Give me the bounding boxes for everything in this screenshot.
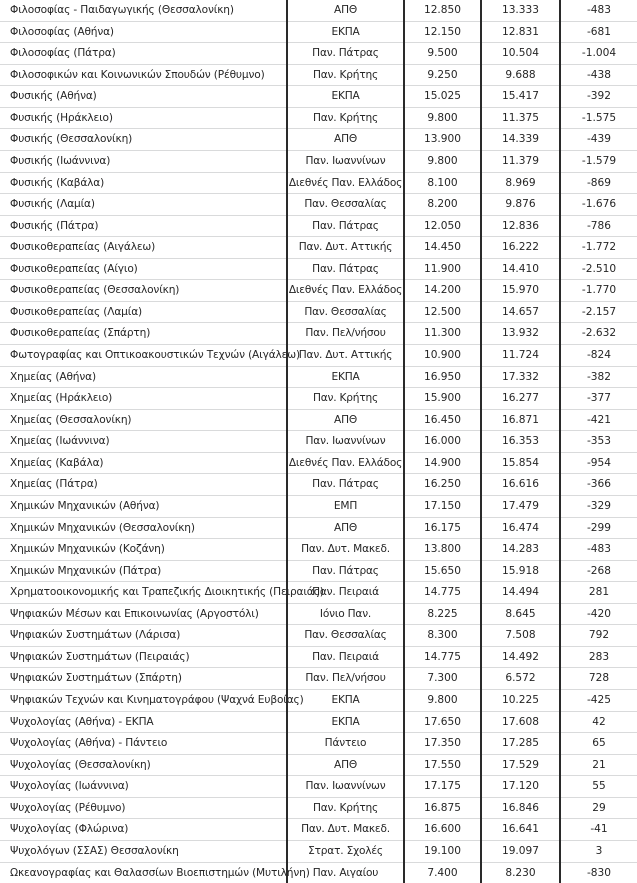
table-row — [0, 452, 637, 474]
difference-cell: -41 — [560, 819, 637, 841]
table-row — [0, 64, 637, 86]
department-cell: Φυσικής (Θεσσαλονίκη) — [0, 129, 287, 151]
department-cell: Φυσικοθεραπείας (Λαμία) — [0, 301, 287, 323]
prev-score-cell: 6.572 — [481, 668, 560, 690]
difference-cell: -869 — [560, 172, 637, 194]
prev-score-cell: 10.225 — [481, 690, 560, 712]
institution-cell: ΕΚΠΑ — [287, 21, 404, 43]
table-row — [0, 388, 637, 410]
table-row — [0, 862, 637, 883]
prev-score-cell: 13.932 — [481, 323, 560, 345]
prev-score-cell: 17.608 — [481, 711, 560, 733]
prev-score-cell: 10.504 — [481, 43, 560, 65]
difference-cell: -483 — [560, 0, 637, 21]
prev-score-cell: 16.277 — [481, 388, 560, 410]
prev-score-cell: 15.970 — [481, 280, 560, 302]
institution-cell: ΑΠΘ — [287, 0, 404, 21]
table-row — [0, 668, 637, 690]
difference-cell: 728 — [560, 668, 637, 690]
department-cell: Ψηφιακών Μέσων και Επικοινωνίας (Αργοστόλι) — [0, 603, 287, 625]
institution-cell: Παν. Δυτ. Αττικής — [287, 345, 404, 367]
base-score-cell: 11.900 — [404, 258, 481, 280]
institution-cell: Παν. Θεσσαλίας — [287, 301, 404, 323]
base-score-cell: 12.500 — [404, 301, 481, 323]
department-cell: Ψυχολογίας (Ιωάννινα) — [0, 776, 287, 798]
difference-cell: -2.510 — [560, 258, 637, 280]
difference-cell: -483 — [560, 539, 637, 561]
base-score-cell: 17.550 — [404, 754, 481, 776]
department-cell: Ψυχολογίας (Ρέθυμνο) — [0, 797, 287, 819]
institution-cell: Στρατ. Σχολές — [287, 840, 404, 862]
base-score-cell: 16.175 — [404, 517, 481, 539]
table-row — [0, 495, 637, 517]
institution-cell: ΕΚΠΑ — [287, 366, 404, 388]
department-cell: Χημείας (Αθήνα) — [0, 366, 287, 388]
table-row — [0, 129, 637, 151]
prev-score-cell: 8.230 — [481, 862, 560, 883]
institution-cell: Διεθνές Παν. Ελλάδος — [287, 172, 404, 194]
difference-cell: -353 — [560, 431, 637, 453]
prev-score-cell: 15.918 — [481, 560, 560, 582]
department-cell: Φυσικής (Ηράκλειο) — [0, 107, 287, 129]
table-row — [0, 409, 637, 431]
institution-cell: Παν. Δυτ. Μακεδ. — [287, 819, 404, 841]
difference-cell: -438 — [560, 64, 637, 86]
institution-cell: ΑΠΘ — [287, 129, 404, 151]
base-score-cell: 16.875 — [404, 797, 481, 819]
table-row — [0, 258, 637, 280]
prev-score-cell: 16.871 — [481, 409, 560, 431]
base-score-cell: 10.900 — [404, 345, 481, 367]
difference-cell: -2.632 — [560, 323, 637, 345]
table-row — [0, 582, 637, 604]
table-row — [0, 797, 637, 819]
difference-cell: 283 — [560, 646, 637, 668]
institution-cell: ΕΚΠΑ — [287, 86, 404, 108]
institution-cell: Παν. Πελ/νήσου — [287, 323, 404, 345]
prev-score-cell: 14.492 — [481, 646, 560, 668]
prev-score-cell: 16.846 — [481, 797, 560, 819]
department-cell: Φωτογραφίας και Οπτικοακουστικών Τεχνών (Αιγάλεω) — [0, 345, 287, 367]
difference-cell: -1.770 — [560, 280, 637, 302]
institution-cell: Παν. Πάτρας — [287, 43, 404, 65]
prev-score-cell: 11.379 — [481, 150, 560, 172]
institution-cell: Παν. Πάτρας — [287, 474, 404, 496]
prev-score-cell: 13.333 — [481, 0, 560, 21]
difference-cell: -377 — [560, 388, 637, 410]
department-cell: Ψυχολογίας (Θεσσαλονίκη) — [0, 754, 287, 776]
base-score-cell: 9.800 — [404, 150, 481, 172]
table-row — [0, 646, 637, 668]
difference-cell: 29 — [560, 797, 637, 819]
table-row — [0, 819, 637, 841]
institution-cell: Παν. Δυτ. Αττικής — [287, 237, 404, 259]
prev-score-cell: 8.969 — [481, 172, 560, 194]
difference-cell: -329 — [560, 495, 637, 517]
difference-cell: -824 — [560, 345, 637, 367]
base-score-cell: 15.900 — [404, 388, 481, 410]
table-row — [0, 517, 637, 539]
department-cell: Φιλοσοφίας (Αθήνα) — [0, 21, 287, 43]
difference-cell: -421 — [560, 409, 637, 431]
difference-cell: -1.004 — [560, 43, 637, 65]
difference-cell: -420 — [560, 603, 637, 625]
base-score-cell: 12.050 — [404, 215, 481, 237]
department-cell: Χημείας (Ιωάννινα) — [0, 431, 287, 453]
difference-cell: -1.676 — [560, 194, 637, 216]
department-cell: Φυσικής (Πάτρα) — [0, 215, 287, 237]
difference-cell: -2.157 — [560, 301, 637, 323]
department-cell: Χημείας (Θεσσαλονίκη) — [0, 409, 287, 431]
difference-cell: 21 — [560, 754, 637, 776]
prev-score-cell: 17.285 — [481, 733, 560, 755]
department-cell: Χημικών Μηχανικών (Πάτρα) — [0, 560, 287, 582]
base-score-cell: 15.650 — [404, 560, 481, 582]
table-row — [0, 474, 637, 496]
department-cell: Φυσικής (Λαμία) — [0, 194, 287, 216]
institution-cell: Παν. Κρήτης — [287, 388, 404, 410]
difference-cell: -366 — [560, 474, 637, 496]
department-cell: Ψηφιακών Συστημάτων (Πειραιάς) — [0, 646, 287, 668]
base-score-cell: 16.250 — [404, 474, 481, 496]
table-row — [0, 560, 637, 582]
table-row — [0, 539, 637, 561]
base-score-cell: 9.250 — [404, 64, 481, 86]
prev-score-cell: 14.657 — [481, 301, 560, 323]
prev-score-cell: 17.529 — [481, 754, 560, 776]
base-score-cell: 17.175 — [404, 776, 481, 798]
department-cell: Χημείας (Καβάλα) — [0, 452, 287, 474]
base-score-cell: 17.350 — [404, 733, 481, 755]
base-score-cell: 14.775 — [404, 646, 481, 668]
institution-cell: Παν. Κρήτης — [287, 797, 404, 819]
base-score-cell: 14.200 — [404, 280, 481, 302]
institution-cell: Διεθνές Παν. Ελλάδος — [287, 280, 404, 302]
difference-cell: -299 — [560, 517, 637, 539]
prev-score-cell: 12.836 — [481, 215, 560, 237]
table-row — [0, 690, 637, 712]
department-cell: Φυσικής (Ιωάννινα) — [0, 150, 287, 172]
table-row — [0, 301, 637, 323]
prev-score-cell: 15.854 — [481, 452, 560, 474]
prev-score-cell: 14.339 — [481, 129, 560, 151]
table-row — [0, 21, 637, 43]
department-cell: Ψηφιακών Συστημάτων (Λάρισα) — [0, 625, 287, 647]
prev-score-cell: 16.641 — [481, 819, 560, 841]
table-row — [0, 280, 637, 302]
prev-score-cell: 16.474 — [481, 517, 560, 539]
department-cell: Χρηματοοικονομικής και Τραπεζικής Διοικητικής (Πειραιάς) — [0, 582, 287, 604]
prev-score-cell: 16.353 — [481, 431, 560, 453]
institution-cell: Παν. Ιωαννίνων — [287, 776, 404, 798]
institution-cell: Παν. Θεσσαλίας — [287, 194, 404, 216]
base-score-cell: 7.300 — [404, 668, 481, 690]
base-score-cell: 12.850 — [404, 0, 481, 21]
department-cell: Φυσικοθεραπείας (Αιγάλεω) — [0, 237, 287, 259]
department-cell: Χημείας (Πάτρα) — [0, 474, 287, 496]
department-cell: Χημείας (Ηράκλειο) — [0, 388, 287, 410]
table-row — [0, 776, 637, 798]
base-score-cell: 16.950 — [404, 366, 481, 388]
department-cell: Φυσικής (Καβάλα) — [0, 172, 287, 194]
prev-score-cell: 14.410 — [481, 258, 560, 280]
prev-score-cell: 9.688 — [481, 64, 560, 86]
difference-cell: 792 — [560, 625, 637, 647]
department-cell: Ψηφιακών Συστημάτων (Σπάρτη) — [0, 668, 287, 690]
base-score-cell: 14.900 — [404, 452, 481, 474]
department-cell: Ψυχολογίας (Αθήνα) - ΕΚΠΑ — [0, 711, 287, 733]
institution-cell: ΑΠΘ — [287, 517, 404, 539]
department-cell: Φυσικοθεραπείας (Σπάρτη) — [0, 323, 287, 345]
difference-cell: -681 — [560, 21, 637, 43]
table-row — [0, 86, 637, 108]
base-score-cell: 8.200 — [404, 194, 481, 216]
table-row — [0, 237, 637, 259]
difference-cell: 3 — [560, 840, 637, 862]
prev-score-cell: 16.616 — [481, 474, 560, 496]
department-cell: Φιλοσοφίας - Παιδαγωγικής (Θεσσαλονίκη) — [0, 0, 287, 21]
prev-score-cell: 8.645 — [481, 603, 560, 625]
institution-cell: Παν. Κρήτης — [287, 64, 404, 86]
table-row — [0, 43, 637, 65]
table-row — [0, 733, 637, 755]
department-cell: Ψυχολογίας (Φλώρινα) — [0, 819, 287, 841]
table-row — [0, 754, 637, 776]
table-row — [0, 431, 637, 453]
table-row — [0, 107, 637, 129]
base-score-cell: 11.300 — [404, 323, 481, 345]
department-cell: Ψηφιακών Τεχνών και Κινηματογράφου (Ψαχνά Ευβοίας) — [0, 690, 287, 712]
difference-cell: -392 — [560, 86, 637, 108]
table-row — [0, 345, 637, 367]
base-score-cell: 8.100 — [404, 172, 481, 194]
institution-cell: Παν. Κρήτης — [287, 107, 404, 129]
table-row — [0, 711, 637, 733]
institution-cell: Ιόνιο Παν. — [287, 603, 404, 625]
prev-score-cell: 11.375 — [481, 107, 560, 129]
base-score-cell: 19.100 — [404, 840, 481, 862]
base-score-cell: 13.900 — [404, 129, 481, 151]
base-score-cell: 15.025 — [404, 86, 481, 108]
base-score-cell: 14.775 — [404, 582, 481, 604]
difference-cell: -954 — [560, 452, 637, 474]
institution-cell: Παν. Ιωαννίνων — [287, 431, 404, 453]
department-cell: Χημικών Μηχανικών (Κοζάνη) — [0, 539, 287, 561]
institution-cell: ΕΜΠ — [287, 495, 404, 517]
prev-score-cell: 19.097 — [481, 840, 560, 862]
table-row — [0, 625, 637, 647]
base-score-cell: 7.400 — [404, 862, 481, 883]
prev-score-cell: 9.876 — [481, 194, 560, 216]
institution-cell: ΕΚΠΑ — [287, 711, 404, 733]
institution-cell: Παν. Θεσσαλίας — [287, 625, 404, 647]
institution-cell: Παν. Πάτρας — [287, 215, 404, 237]
prev-score-cell: 15.417 — [481, 86, 560, 108]
difference-cell: -425 — [560, 690, 637, 712]
table-row — [0, 840, 637, 862]
prev-score-cell: 16.222 — [481, 237, 560, 259]
department-cell: Χημικών Μηχανικών (Αθήνα) — [0, 495, 287, 517]
difference-cell: -1.575 — [560, 107, 637, 129]
base-score-cell: 9.500 — [404, 43, 481, 65]
department-cell: Χημικών Μηχανικών (Θεσσαλονίκη) — [0, 517, 287, 539]
institution-cell: Παν. Πειραιά — [287, 582, 404, 604]
table-row — [0, 603, 637, 625]
department-cell: Φυσικοθεραπείας (Αίγιο) — [0, 258, 287, 280]
base-score-cell: 12.150 — [404, 21, 481, 43]
base-score-cell: 9.800 — [404, 690, 481, 712]
prev-score-cell: 7.508 — [481, 625, 560, 647]
institution-cell: ΕΚΠΑ — [287, 690, 404, 712]
difference-cell: -830 — [560, 862, 637, 883]
base-score-cell: 9.800 — [404, 107, 481, 129]
institution-cell: Παν. Πάτρας — [287, 258, 404, 280]
institution-cell: Παν. Δυτ. Μακεδ. — [287, 539, 404, 561]
prev-score-cell: 17.120 — [481, 776, 560, 798]
prev-score-cell: 12.831 — [481, 21, 560, 43]
institution-cell: Παν. Πελ/νήσου — [287, 668, 404, 690]
department-cell: Ψυχολόγων (ΣΣΑΣ) Θεσσαλονίκη — [0, 840, 287, 862]
prev-score-cell: 17.332 — [481, 366, 560, 388]
difference-cell: 65 — [560, 733, 637, 755]
difference-cell: -1.579 — [560, 150, 637, 172]
department-cell: Φιλοσοφικών και Κοινωνικών Σπουδών (Ρέθυμνο) — [0, 64, 287, 86]
base-score-cell: 13.800 — [404, 539, 481, 561]
department-cell: Φυσικοθεραπείας (Θεσσαλονίκη) — [0, 280, 287, 302]
base-score-cell: 16.450 — [404, 409, 481, 431]
prev-score-cell: 17.479 — [481, 495, 560, 517]
institution-cell: Διεθνές Παν. Ελλάδος — [287, 452, 404, 474]
difference-cell: 281 — [560, 582, 637, 604]
table-row — [0, 172, 637, 194]
department-cell: Ωκεανογραφίας και Θαλασσίων Βιοεπιστημών (Μυτιλήνη) — [10, 866, 310, 879]
table-row — [0, 323, 637, 345]
base-score-cell: 8.225 — [404, 603, 481, 625]
institution-cell: Παν. Πάτρας — [287, 560, 404, 582]
department-cell: Φυσικής (Αθήνα) — [0, 86, 287, 108]
base-score-cell: 14.450 — [404, 237, 481, 259]
prev-score-cell: 14.283 — [481, 539, 560, 561]
difference-cell: 55 — [560, 776, 637, 798]
institution-cell: ΑΠΘ — [287, 409, 404, 431]
institution-cell: Παν. Πειραιά — [287, 646, 404, 668]
difference-cell: -1.772 — [560, 237, 637, 259]
table-row — [0, 0, 637, 21]
prev-score-cell: 14.494 — [481, 582, 560, 604]
institution-cell: Πάντειο — [287, 733, 404, 755]
base-score-cell: 16.000 — [404, 431, 481, 453]
prev-score-cell: 11.724 — [481, 345, 560, 367]
difference-cell: -439 — [560, 129, 637, 151]
difference-cell: -786 — [560, 215, 637, 237]
department-cell: Ψυχολογίας (Αθήνα) - Πάντειο — [0, 733, 287, 755]
base-score-cell: 17.150 — [404, 495, 481, 517]
difference-cell: -268 — [560, 560, 637, 582]
difference-cell: -382 — [560, 366, 637, 388]
institution-cell: ΑΠΘ — [287, 754, 404, 776]
table-row — [0, 215, 637, 237]
difference-cell: 42 — [560, 711, 637, 733]
table-row — [0, 194, 637, 216]
table-row — [0, 150, 637, 172]
table-row — [0, 366, 637, 388]
base-score-cell: 16.600 — [404, 819, 481, 841]
base-score-cell: 8.300 — [404, 625, 481, 647]
department-cell: Φιλοσοφίας (Πάτρα) — [0, 43, 287, 65]
base-score-cell: 17.650 — [404, 711, 481, 733]
institution-cell: Παν. Ιωαννίνων — [287, 150, 404, 172]
institution-cell: Παν. Αιγαίου — [287, 862, 404, 883]
